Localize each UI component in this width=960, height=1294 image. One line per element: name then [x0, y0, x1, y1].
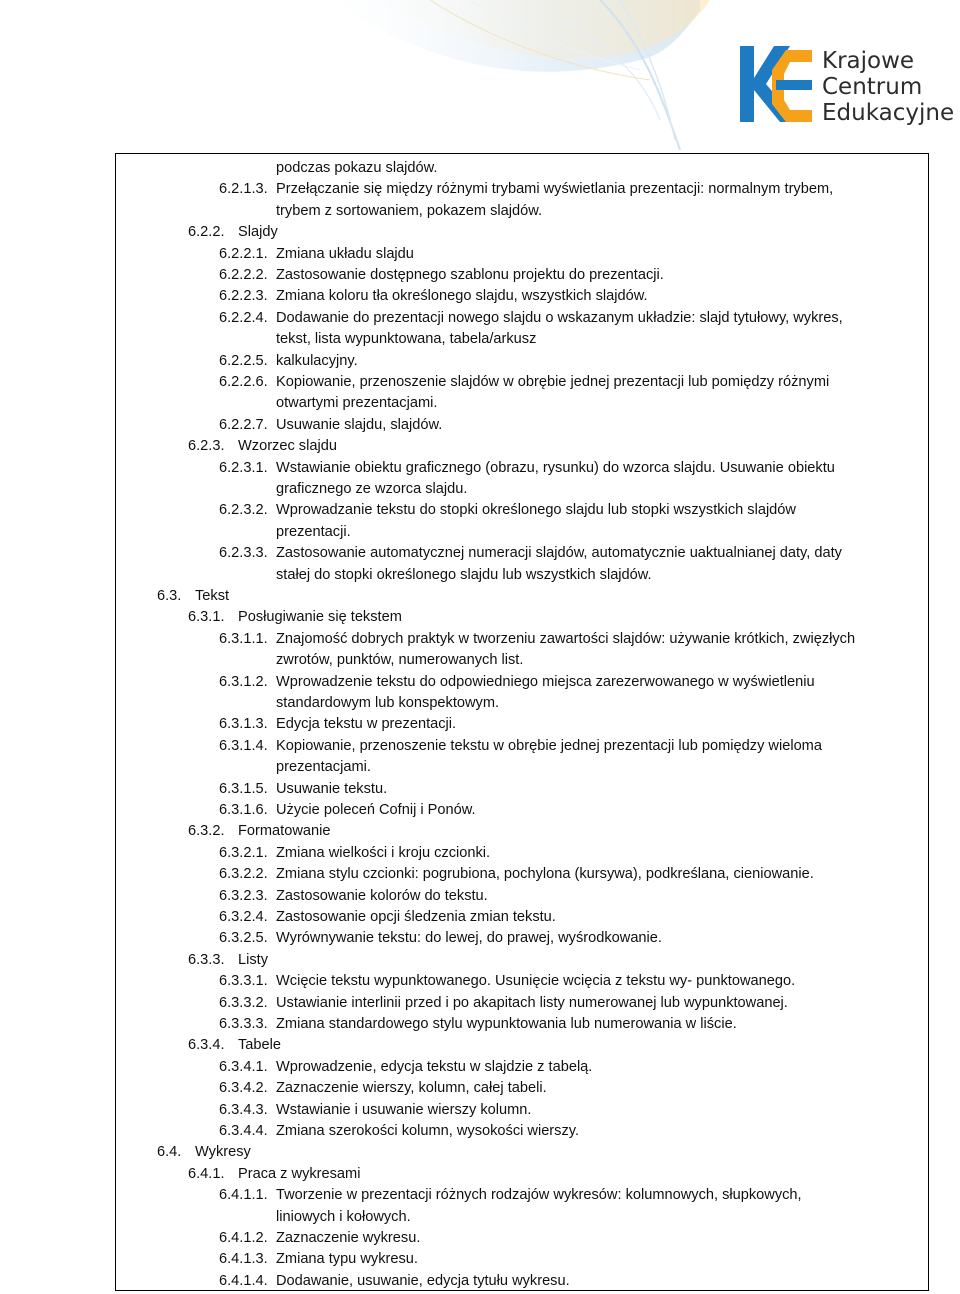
item-text: Wprowadzenie, edycja tekstu w slajdzie z tabelą. [276, 1058, 593, 1075]
syllabus-line [219, 1249, 418, 1269]
syllabus-line [188, 950, 268, 970]
logo-line: Centrum [822, 74, 923, 100]
item-number: 6.4.1.4. [219, 1272, 268, 1289]
syllabus-line [219, 372, 829, 392]
item-number: 6.4.1.2. [219, 1230, 268, 1246]
item-number: 6.3.4.2. [219, 1080, 268, 1097]
item-number: 6.4. [157, 1144, 182, 1161]
item-text: Wcięcie tekstu wypunktowanego. Usunięcie wcięcia z tekstu wy- punktowanego. [276, 973, 796, 990]
syllabus-line [157, 1142, 251, 1162]
syllabus-line [219, 1014, 737, 1034]
item-number: 6.4.1.1. [219, 1187, 268, 1204]
item-text: Posługiwanie się tekstem [238, 609, 402, 626]
syllabus-line [219, 543, 842, 563]
item-number: 6.3.2.3. [219, 887, 268, 904]
item-text: Kopiowanie, przenoszenie tekstu w obrębie jednej prezentacji lub pomiędzy wieloma [276, 737, 822, 754]
item-text: Dodawanie, usuwanie, edycja tytułu wykresu. [276, 1272, 570, 1289]
item-number: 6.3.2.1. [219, 844, 268, 861]
item-text: Tekst [195, 588, 230, 604]
syllabus-line [276, 393, 437, 413]
syllabus-line [276, 1207, 411, 1227]
item-number: 6.2.2.6. [219, 374, 268, 390]
syllabus-line [219, 714, 456, 734]
item-text: Zmiana koloru tła określonego slajdu, wszystkich slajdów. [276, 288, 648, 305]
syllabus-line [188, 222, 278, 242]
item-number: 6.2.3.1. [219, 459, 268, 476]
item-number: 6.3.4.3. [219, 1101, 268, 1118]
logo-line: Krajowe [822, 48, 915, 74]
item-number: 6.3.4. [188, 1037, 225, 1054]
item-text: graficznego ze wzorca slajdu. [276, 481, 468, 497]
item-number: 6.3.4.1. [219, 1058, 268, 1075]
item-number: 6.3.3.2. [219, 994, 268, 1011]
syllabus-line [276, 329, 536, 349]
syllabus-line [219, 1057, 592, 1077]
item-number: 6.2.3. [188, 438, 225, 455]
syllabus-line [219, 993, 788, 1013]
item-text: stałej do stopki określonego slajdu lub wszystkich slajdów. [276, 566, 652, 583]
item-number: 6.3.4.4. [219, 1123, 268, 1139]
item-text: Zastosowanie dostępnego szablonu projektu do prezentacji. [276, 267, 664, 283]
item-text: Zaznaczenie wykresu. [276, 1230, 421, 1246]
syllabus-line [219, 1121, 579, 1141]
item-text: Zmiana szerokości kolumn, wysokości wierszy. [276, 1123, 580, 1139]
item-number: 6.3.3.1. [219, 973, 268, 990]
syllabus-line [276, 693, 499, 713]
item-number: 6.3.2.5. [219, 930, 268, 947]
item-number: 6.3.1.3. [219, 716, 268, 733]
item-text: trybem z sortowaniem, pokazem slajdów. [276, 202, 543, 219]
item-text: liniowych i kołowych. [276, 1208, 411, 1225]
syllabus-line [219, 286, 648, 306]
item-text: Użycie poleceń Cofnij i Ponów. [276, 802, 476, 818]
syllabus-line [276, 650, 523, 670]
syllabus-line [188, 1035, 281, 1055]
syllabus-line [219, 244, 414, 264]
syllabus-line [219, 843, 490, 863]
syllabus-line [219, 265, 664, 285]
syllabus-line [219, 864, 814, 884]
item-text: Tabele [238, 1037, 282, 1054]
item-text: Zaznaczenie wierszy, kolumn, całej tabeli. [276, 1080, 547, 1097]
item-text: otwartymi prezentacjami. [276, 395, 438, 412]
kce-logo-mark [740, 46, 812, 122]
syllabus-line [188, 1164, 360, 1184]
item-number: 6.2.2.1. [219, 245, 268, 262]
item-text: Wprowadzanie tekstu do stopki określonego slajdu lub stopki wszystkich slajdów [276, 502, 796, 519]
item-text: Wykresy [195, 1144, 251, 1161]
syllabus-line [276, 522, 351, 542]
item-number: 6.2.1.3. [219, 181, 268, 198]
item-number: 6.2.2.3. [219, 288, 268, 305]
item-text: Wyrównywanie tekstu: do lewej, do prawej, wyśrodkowanie. [276, 930, 662, 947]
item-text: Zmiana typu wykresu. [276, 1251, 418, 1268]
syllabus-line [219, 928, 662, 948]
item-text: Listy [238, 951, 269, 968]
syllabus-line [219, 800, 476, 820]
item-text: Slajdy [238, 224, 278, 241]
item-number: 6.3.3.3. [219, 1016, 268, 1032]
item-text: standardowym lub konspektowym. [276, 695, 500, 711]
item-number: 6.2.2.5. [219, 352, 268, 369]
item-text: Zastosowanie automatycznej numeracji slajdów, automatycznie uaktualnianej daty, daty [276, 545, 842, 562]
syllabus-line [219, 1271, 570, 1291]
item-text: Zmiana standardowego stylu wypunktowania lub numerowania w liście. [276, 1016, 737, 1032]
syllabus-line [276, 479, 467, 499]
item-number: 6.3.1.2. [219, 673, 268, 690]
item-text: Praca z wykresami [238, 1165, 361, 1182]
item-text: Przełączanie się między różnymi trybami wyświetlania prezentacji: normalnym trybem, [276, 181, 834, 198]
syllabus-line [276, 201, 542, 221]
item-number: 6.3.1.5. [219, 780, 268, 797]
syllabus-line [219, 351, 358, 371]
syllabus-line [157, 586, 229, 606]
syllabus-line [219, 179, 833, 199]
syllabus-line [219, 415, 442, 435]
item-number: 6.3.2.2. [219, 866, 268, 883]
item-text: Kopiowanie, przenoszenie slajdów w obrębie jednej prezentacji lub pomiędzy różnymi [276, 374, 830, 390]
logo-wordmark [822, 48, 954, 126]
item-number: 6.3.2. [188, 823, 225, 840]
item-text: prezentacji. [276, 523, 351, 540]
item-text: Zmiana wielkości i kroju czcionki. [276, 844, 491, 861]
item-text: Edycja tekstu w prezentacji. [276, 716, 457, 733]
syllabus-line [219, 736, 822, 756]
item-text: Zastosowanie kolorów do tekstu. [276, 887, 488, 904]
item-text: podczas pokazu slajdów. [276, 160, 438, 176]
decorative-swoosh-graphic [0, 0, 960, 150]
item-text: kalkulacyjny. [276, 352, 358, 369]
item-text: Wprowadzenie tekstu do odpowiedniego miejsca zarezerwowanego w wyświetleniu [276, 673, 815, 690]
item-text: Wzorzec slajdu [238, 438, 337, 455]
item-number: 6.3.1.1. [219, 630, 268, 647]
syllabus-line [276, 757, 371, 777]
item-text: Ustawianie interlinii przed i po akapitach listy numerowanej lub wypunktowanej. [276, 994, 788, 1011]
syllabus-line [219, 907, 556, 927]
item-number: 6.2.3.3. [219, 545, 268, 562]
item-text: Usuwanie tekstu. [276, 780, 388, 797]
syllabus-line [219, 1078, 547, 1098]
item-text: Formatowanie [238, 823, 331, 840]
syllabus-line [219, 971, 795, 991]
item-text: prezentacjami. [276, 759, 371, 776]
item-number: 6.2.2.2. [219, 267, 268, 283]
syllabus-line [219, 886, 488, 906]
item-text: Dodawanie do prezentacji nowego slajdu o wskazanym układzie: slajd tytułowy, wykres, [276, 309, 843, 326]
item-text: Tworzenie w prezentacji różnych rodzajów wykresów: kolumnowych, słupkowych, [276, 1187, 802, 1204]
item-text: zwrotów, punktów, numerowanych list. [276, 652, 524, 669]
item-text: Wstawianie i usuwanie wierszy kolumn. [276, 1101, 532, 1118]
syllabus-line [219, 308, 843, 328]
item-text: Zastosowanie opcji śledzenia zmian tekstu. [276, 909, 556, 925]
syllabus-line [219, 629, 855, 649]
item-number: 6.4.1. [188, 1165, 225, 1182]
syllabus-line [276, 158, 437, 178]
item-number: 6.2.2.4. [219, 309, 268, 326]
item-number: 6.2.3.2. [219, 502, 268, 519]
logo-line: Edukacyjne [822, 100, 955, 126]
syllabus-line [219, 500, 796, 520]
syllabus-line [219, 1228, 420, 1248]
syllabus-line [219, 1185, 802, 1205]
item-number: 6.3. [157, 588, 182, 604]
item-text: Zmiana układu slajdu [276, 245, 414, 262]
syllabus-line [219, 672, 815, 692]
item-text: Znajomość dobrych praktyk w tworzeniu zawartości slajdów: używanie krótkich, zwięzłych [276, 630, 856, 647]
item-text: Wstawianie obiektu graficznego (obrazu, rysunku) do wzorca slajdu. Usuwanie obiektu [276, 459, 835, 476]
item-text: tekst, lista wypunktowana, tabela/arkusz [276, 331, 537, 348]
item-number: 6.3.3. [188, 951, 225, 968]
syllabus-line [188, 607, 402, 627]
item-text: Usuwanie slajdu, slajdów. [276, 416, 443, 433]
item-text: Zmiana stylu czcionki: pogrubiona, pochylona (kursywa), podkreślana, cieniowanie. [276, 866, 814, 883]
item-number: 6.4.1.3. [219, 1251, 268, 1268]
item-number: 6.3.2.4. [219, 909, 268, 925]
page-header [0, 0, 960, 150]
syllabus-line [188, 821, 330, 841]
syllabus-line [276, 565, 652, 585]
syllabus-line [219, 1100, 531, 1120]
item-number: 6.2.2.7. [219, 416, 268, 433]
item-number: 6.2.2. [188, 224, 225, 241]
syllabus-line [219, 458, 835, 478]
item-number: 6.3.1. [188, 609, 225, 626]
syllabus-line [219, 779, 387, 799]
item-number: 6.3.1.6. [219, 802, 268, 818]
syllabus-line [188, 436, 337, 456]
item-number: 6.3.1.4. [219, 737, 268, 754]
